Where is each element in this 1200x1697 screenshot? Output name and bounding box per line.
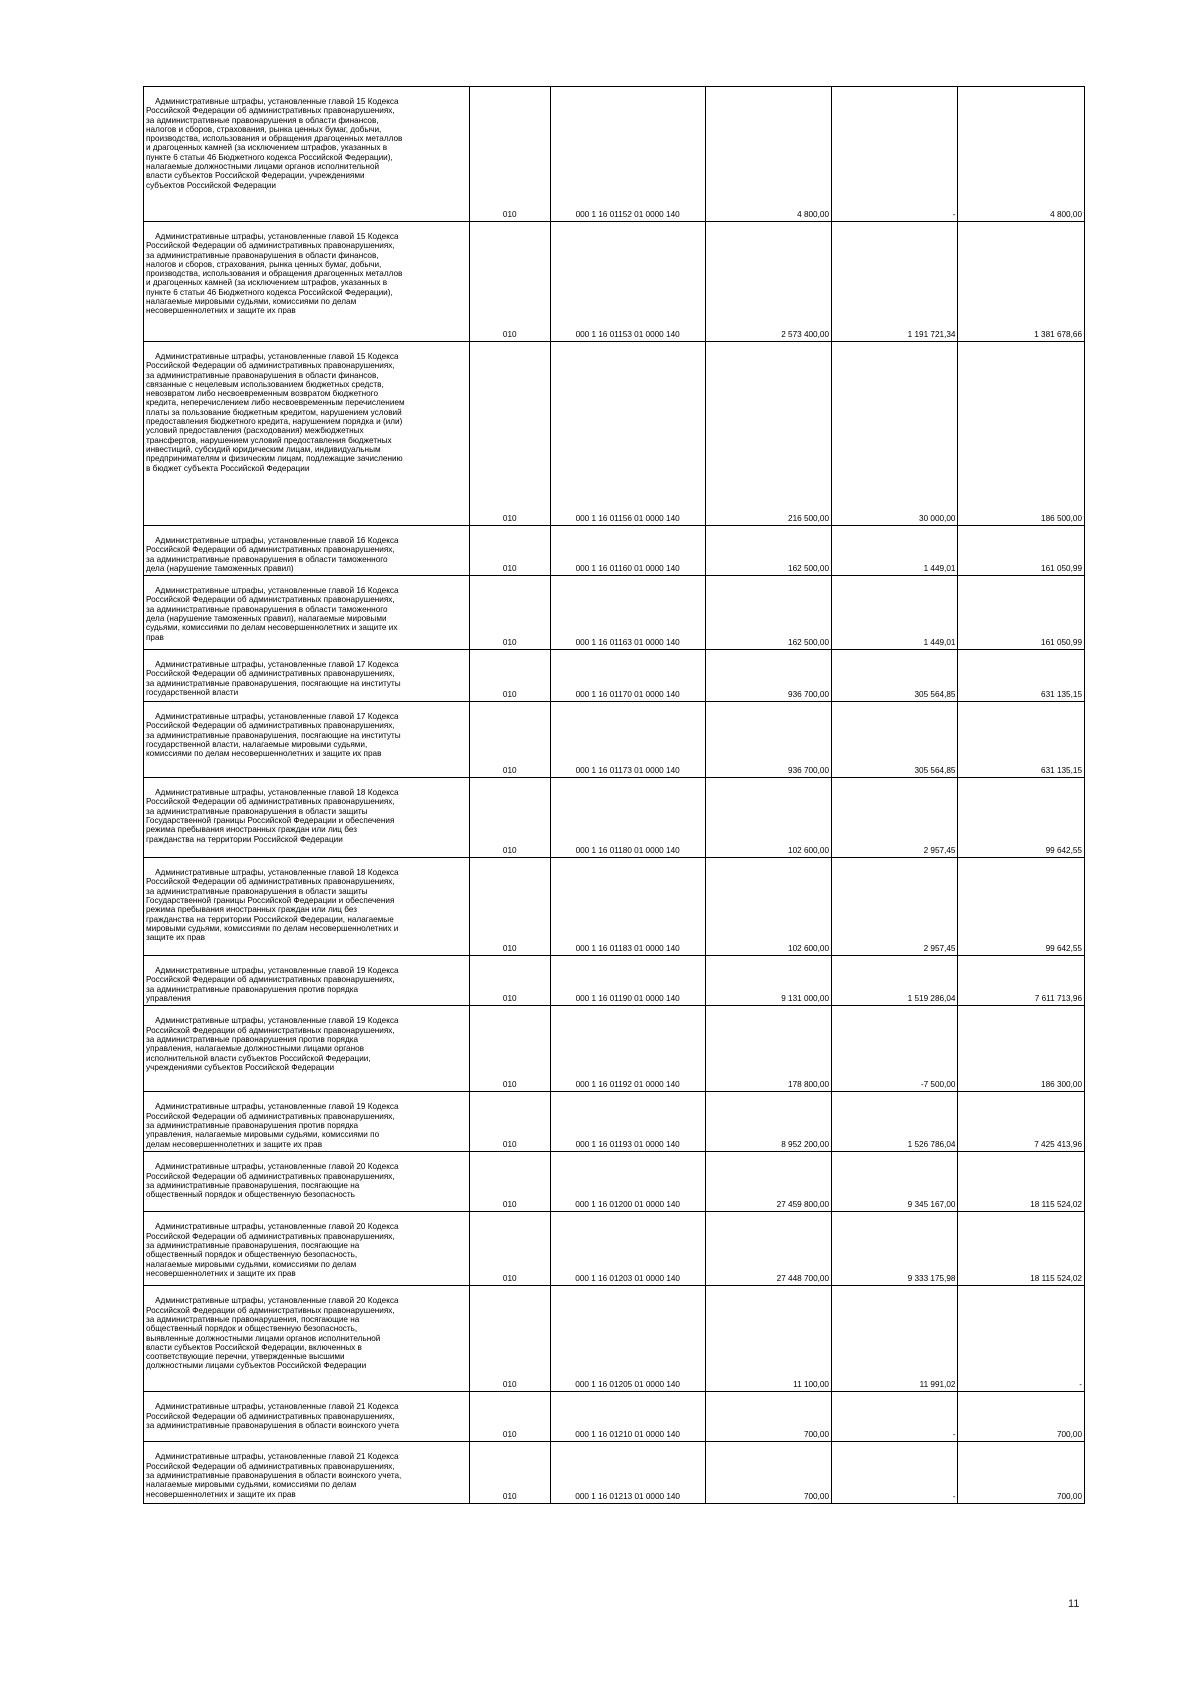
table-row bbox=[144, 1286, 1085, 1392]
executed-amount: 9 345 167,00 bbox=[832, 1152, 958, 1212]
unexecuted-amount: 700,00 bbox=[958, 1392, 1085, 1442]
budget-classification-code: 000 1 16 01173 01 0000 140 bbox=[550, 702, 705, 778]
unexecuted-amount: 18 115 524,02 bbox=[958, 1212, 1085, 1286]
row-description: Административные штрафы, установленные главой 15 Кодекса Российской Федерации об административных правонарушениях, за административные правонарушения в области финансов, налогов и сборов, страхования, рынка ценных бумаг, добычи, производства, использования и обращения драгоценных металлов и драгоценных камней (за исключением штрафов, указанных в пункте 6 статьи 46 Бюджетного кодекса Российской Федерации), налагаемые мировыми судьями, комиссиями по делам несовершеннолетних и защите их прав bbox=[144, 222, 470, 342]
executed-amount: -7 500,00 bbox=[832, 1006, 958, 1092]
line-code: 010 bbox=[469, 778, 550, 858]
approved-amount: 9 131 000,00 bbox=[705, 956, 831, 1006]
budget-classification-code: 000 1 16 01205 01 0000 140 bbox=[550, 1286, 705, 1392]
table-row bbox=[144, 778, 1085, 858]
table-body bbox=[144, 87, 1085, 1504]
row-description: Административные штрафы, установленные главой 15 Кодекса Российской Федерации об административных правонарушениях, за административные правонарушения в области финансов, связанные с нецелевым использованием бюджетных средств, невозвратом либо несвоевременным возвратом бюджетного кредита, неперечислением либо несвоевременным перечислением платы за пользование бюджетным кредитом, нарушением условий предоставления бюджетного кредита, нарушением порядка и (или) условий предоставления (расходования) межбюджетных трансфертов, нарушением условий предоставления бюджетных инвестиций, субсидий юридическим лицам, индивидуальным предпринимателям и физическим лицам, подлежащие зачислению в бюджет субъекта Российской Федерации bbox=[144, 342, 470, 526]
approved-amount: 8 952 200,00 bbox=[705, 1092, 831, 1152]
unexecuted-amount: 161 050,99 bbox=[958, 576, 1085, 650]
executed-amount: 2 957,45 bbox=[832, 858, 958, 956]
table-row bbox=[144, 702, 1085, 778]
table-row bbox=[144, 222, 1085, 342]
table-row bbox=[144, 650, 1085, 702]
row-description: Административные штрафы, установленные главой 20 Кодекса Российской Федерации об административных правонарушениях, за административные правонарушения, посягающие на общественный порядок и общественную безопасность bbox=[144, 1152, 470, 1212]
unexecuted-amount: 18 115 524,02 bbox=[958, 1152, 1085, 1212]
executed-amount: 2 957,45 bbox=[832, 778, 958, 858]
unexecuted-amount: 1 381 678,66 bbox=[958, 222, 1085, 342]
budget-classification-code: 000 1 16 01183 01 0000 140 bbox=[550, 858, 705, 956]
table-row bbox=[144, 1442, 1085, 1504]
line-code: 010 bbox=[469, 1212, 550, 1286]
line-code: 010 bbox=[469, 1152, 550, 1212]
budget-classification-code: 000 1 16 01153 01 0000 140 bbox=[550, 222, 705, 342]
approved-amount: 11 100,00 bbox=[705, 1286, 831, 1392]
row-description: Административные штрафы, установленные главой 21 Кодекса Российской Федерации об административных правонарушениях, за административные правонарушения в области воинского учета bbox=[144, 1392, 470, 1442]
unexecuted-amount: 186 300,00 bbox=[958, 1006, 1085, 1092]
approved-amount: 102 600,00 bbox=[705, 858, 831, 956]
budget-classification-code: 000 1 16 01170 01 0000 140 bbox=[550, 650, 705, 702]
budget-classification-code: 000 1 16 01180 01 0000 140 bbox=[550, 778, 705, 858]
approved-amount: 162 500,00 bbox=[705, 526, 831, 576]
approved-amount: 936 700,00 bbox=[705, 702, 831, 778]
line-code: 010 bbox=[469, 1392, 550, 1442]
budget-classification-code: 000 1 16 01200 01 0000 140 bbox=[550, 1152, 705, 1212]
line-code: 010 bbox=[469, 526, 550, 576]
line-code: 010 bbox=[469, 87, 550, 222]
budget-classification-code: 000 1 16 01190 01 0000 140 bbox=[550, 956, 705, 1006]
table-row bbox=[144, 1392, 1085, 1442]
line-code: 010 bbox=[469, 576, 550, 650]
row-description: Административные штрафы, установленные главой 21 Кодекса Российской Федерации об административных правонарушениях, за административные правонарушения в области воинского учета, налагаемые мировыми судьями, комиссиями по делам несовершеннолетних и защите их прав bbox=[144, 1442, 470, 1504]
unexecuted-amount: 7 611 713,96 bbox=[958, 956, 1085, 1006]
approved-amount: 936 700,00 bbox=[705, 650, 831, 702]
unexecuted-amount: 99 642,55 bbox=[958, 778, 1085, 858]
approved-amount: 216 500,00 bbox=[705, 342, 831, 526]
table-row bbox=[144, 956, 1085, 1006]
row-description: Административные штрафы, установленные главой 20 Кодекса Российской Федерации об административных правонарушениях, за административные правонарушения, посягающие на общественный порядок и общественную безопасность, налагаемые мировыми судьями, комиссиями по делам несовершеннолетних и защите их прав bbox=[144, 1212, 470, 1286]
executed-amount: - bbox=[832, 1442, 958, 1504]
row-description: Административные штрафы, установленные главой 20 Кодекса Российской Федерации об административных правонарушениях, за административные правонарушения, посягающие на общественный порядок и общественную безопасность, выявленные должностными лицами органов исполнительной власти субъектов Российской Федерации, включенных в соответствующие перечни, утвержденные высшими должностными лицами субъектов Российской Федерации bbox=[144, 1286, 470, 1392]
line-code: 010 bbox=[469, 1006, 550, 1092]
approved-amount: 4 800,00 bbox=[705, 87, 831, 222]
budget-classification-code: 000 1 16 01163 01 0000 140 bbox=[550, 576, 705, 650]
approved-amount: 27 459 800,00 bbox=[705, 1152, 831, 1212]
table-row bbox=[144, 1006, 1085, 1092]
budget-classification-code: 000 1 16 01193 01 0000 140 bbox=[550, 1092, 705, 1152]
approved-amount: 178 800,00 bbox=[705, 1006, 831, 1092]
approved-amount: 102 600,00 bbox=[705, 778, 831, 858]
row-description: Административные штрафы, установленные главой 16 Кодекса Российской Федерации об административных правонарушениях, за административные правонарушения в области таможенного дела (нарушение таможенных правил) bbox=[144, 526, 470, 576]
unexecuted-amount: - bbox=[958, 1286, 1085, 1392]
table-row bbox=[144, 858, 1085, 956]
row-description: Административные штрафы, установленные главой 17 Кодекса Российской Федерации об административных правонарушениях, за административные правонарушения, посягающие на институты государственной власти, налагаемые мировыми судьями, комиссиями по делам несовершеннолетних и защите их прав bbox=[144, 702, 470, 778]
row-description: Административные штрафы, установленные главой 19 Кодекса Российской Федерации об административных правонарушениях, за административные правонарушения против порядка управления, налагаемые должностными лицами органов исполнительной власти субъектов Российской Федерации, учреждениями субъектов Российской Федерации bbox=[144, 1006, 470, 1092]
line-code: 010 bbox=[469, 1442, 550, 1504]
row-description: Административные штрафы, установленные главой 19 Кодекса Российской Федерации об административных правонарушениях, за административные правонарушения против порядка управления, налагаемые мировыми судьями, комиссиями по делам несовершеннолетних и защите их прав bbox=[144, 1092, 470, 1152]
executed-amount: - bbox=[832, 1392, 958, 1442]
line-code: 010 bbox=[469, 1092, 550, 1152]
row-description: Административные штрафы, установленные главой 17 Кодекса Российской Федерации об административных правонарушениях, за административные правонарушения, посягающие на институты государственной власти bbox=[144, 650, 470, 702]
executed-amount: 1 519 286,04 bbox=[832, 956, 958, 1006]
page-number: 11 bbox=[1068, 1598, 1080, 1610]
budget-classification-code: 000 1 16 01156 01 0000 140 bbox=[550, 342, 705, 526]
approved-amount: 27 448 700,00 bbox=[705, 1212, 831, 1286]
table-row bbox=[144, 342, 1085, 526]
approved-amount: 700,00 bbox=[705, 1392, 831, 1442]
unexecuted-amount: 161 050,99 bbox=[958, 526, 1085, 576]
unexecuted-amount: 7 425 413,96 bbox=[958, 1092, 1085, 1152]
table-row bbox=[144, 1092, 1085, 1152]
executed-amount: 1 449,01 bbox=[832, 526, 958, 576]
approved-amount: 162 500,00 bbox=[705, 576, 831, 650]
table-row bbox=[144, 87, 1085, 222]
row-description: Административные штрафы, установленные главой 18 Кодекса Российской Федерации об административных правонарушениях, за административные правонарушения в области защиты Государственной границы Российской Федерации и обеспечения режима пребывания иностранных граждан или лиц без гражданства на территории Российской Федерации, налагаемые мировыми судьями, комиссиями по делам несовершеннолетних и защите их прав bbox=[144, 858, 470, 956]
line-code: 010 bbox=[469, 702, 550, 778]
row-description: Административные штрафы, установленные главой 15 Кодекса Российской Федерации об административных правонарушениях, за административные правонарушения в области финансов, налогов и сборов, страхования, рынка ценных бумаг, добычи, производства, использования и обращения драгоценных металлов и драгоценных камней (за исключением штрафов, указанных в пункте 6 статьи 46 Бюджетного кодекса Российской Федерации), налагаемые должностными лицами органов исполнительной власти субъектов Российской Федерации, учреждениями субъектов Российской Федерации bbox=[144, 87, 470, 222]
table-row bbox=[144, 1152, 1085, 1212]
line-code: 010 bbox=[469, 650, 550, 702]
revenue-table bbox=[143, 86, 1085, 1504]
unexecuted-amount: 631 135,15 bbox=[958, 650, 1085, 702]
executed-amount: 11 991,02 bbox=[832, 1286, 958, 1392]
row-description: Административные штрафы, установленные главой 19 Кодекса Российской Федерации об административных правонарушениях, за административные правонарушения против порядка управления bbox=[144, 956, 470, 1006]
budget-classification-code: 000 1 16 01192 01 0000 140 bbox=[550, 1006, 705, 1092]
executed-amount: 9 333 175,98 bbox=[832, 1212, 958, 1286]
unexecuted-amount: 4 800,00 bbox=[958, 87, 1085, 222]
unexecuted-amount: 186 500,00 bbox=[958, 342, 1085, 526]
budget-classification-code: 000 1 16 01203 01 0000 140 bbox=[550, 1212, 705, 1286]
budget-classification-code: 000 1 16 01213 01 0000 140 bbox=[550, 1442, 705, 1504]
row-description: Административные штрафы, установленные главой 16 Кодекса Российской Федерации об административных правонарушениях, за административные правонарушения в области таможенного дела (нарушение таможенных правил), налагаемые мировыми судьями, комиссиями по делам несовершеннолетних и защите их прав bbox=[144, 576, 470, 650]
unexecuted-amount: 631 135,15 bbox=[958, 702, 1085, 778]
line-code: 010 bbox=[469, 342, 550, 526]
executed-amount: 1 449,01 bbox=[832, 576, 958, 650]
line-code: 010 bbox=[469, 858, 550, 956]
unexecuted-amount: 99 642,55 bbox=[958, 858, 1085, 956]
executed-amount: 1 191 721,34 bbox=[832, 222, 958, 342]
executed-amount: 305 564,85 bbox=[832, 650, 958, 702]
budget-classification-code: 000 1 16 01210 01 0000 140 bbox=[550, 1392, 705, 1442]
table-row bbox=[144, 576, 1085, 650]
table-row bbox=[144, 526, 1085, 576]
approved-amount: 2 573 400,00 bbox=[705, 222, 831, 342]
table-row bbox=[144, 1212, 1085, 1286]
approved-amount: 700,00 bbox=[705, 1442, 831, 1504]
line-code: 010 bbox=[469, 956, 550, 1006]
executed-amount: 30 000,00 bbox=[832, 342, 958, 526]
line-code: 010 bbox=[469, 222, 550, 342]
budget-classification-code: 000 1 16 01152 01 0000 140 bbox=[550, 87, 705, 222]
row-description: Административные штрафы, установленные главой 18 Кодекса Российской Федерации об административных правонарушениях, за административные правонарушения в области защиты Государственной границы Российской Федерации и обеспечения режима пребывания иностранных граждан или лиц без гражданства на территории Российской Федерации bbox=[144, 778, 470, 858]
unexecuted-amount: 700,00 bbox=[958, 1442, 1085, 1504]
executed-amount: 1 526 786,04 bbox=[832, 1092, 958, 1152]
executed-amount: 305 564,85 bbox=[832, 702, 958, 778]
line-code: 010 bbox=[469, 1286, 550, 1392]
budget-classification-code: 000 1 16 01160 01 0000 140 bbox=[550, 526, 705, 576]
executed-amount: - bbox=[832, 87, 958, 222]
